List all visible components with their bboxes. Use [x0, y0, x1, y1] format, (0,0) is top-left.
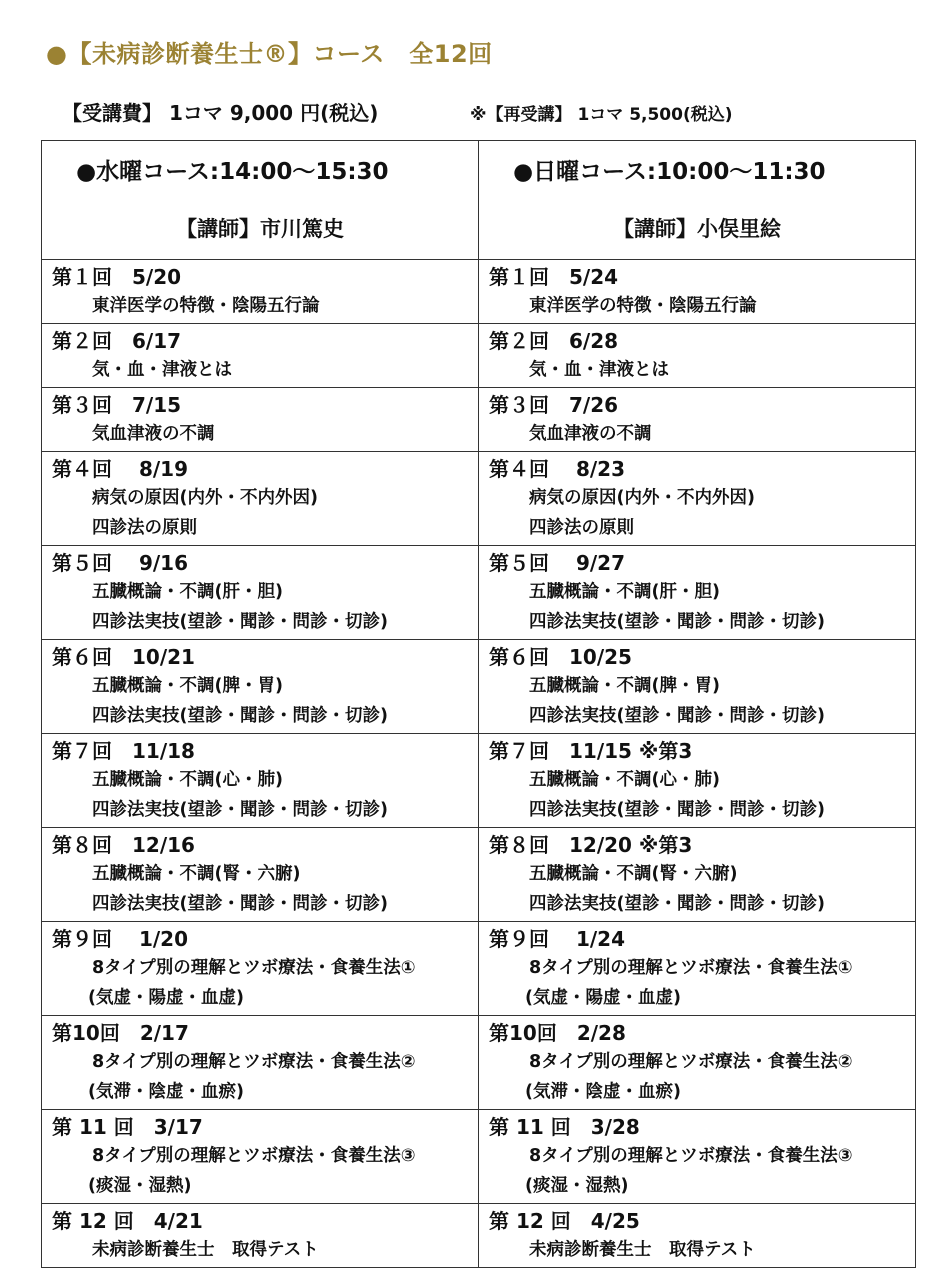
table-row	[42, 1204, 916, 1268]
sunday-session-cell	[479, 734, 916, 828]
session-topic: (気虚・陽虚・血虚)	[88, 988, 244, 1008]
sunday-session-cell	[479, 452, 916, 546]
sunday-session-cell	[479, 640, 916, 734]
wednesday-session-cell	[42, 260, 479, 324]
session-date: 第 11 回 3/17	[52, 1115, 203, 1139]
session-topic: 四診法実技(望診・聞診・問診・切診)	[529, 894, 825, 914]
session-topic: 五臓概論・不調(心・肺)	[92, 770, 283, 790]
session-topic: 8タイプ別の理解とツボ療法・食養生法③	[529, 1146, 853, 1166]
session-date: 第３回 7/15	[52, 393, 182, 417]
table-row	[42, 734, 916, 828]
session-topic: 8タイプ別の理解とツボ療法・食養生法②	[529, 1052, 853, 1072]
session-topic: 未病診断養生士 取得テスト	[92, 1240, 319, 1260]
wednesday-session-cell	[42, 828, 479, 922]
session-topic: (痰湿・湿熱)	[525, 1176, 629, 1196]
teacher-name: 【講師】小俣里絵	[613, 217, 781, 241]
session-date: 第９回 1/20	[52, 927, 189, 951]
session-date: 第８回 12/20 ※第3	[489, 833, 693, 857]
table-row	[42, 546, 916, 640]
sunday-session-cell	[479, 828, 916, 922]
session-date: 第３回 7/26	[489, 393, 619, 417]
session-date: 第２回 6/17	[52, 329, 182, 353]
session-topic: 気血津液の不調	[92, 424, 215, 444]
table-row	[42, 1110, 916, 1204]
session-date: 第６回 10/21	[52, 645, 195, 669]
session-date: 第６回 10/25	[489, 645, 632, 669]
session-topic: 五臓概論・不調(心・肺)	[529, 770, 720, 790]
table-row	[42, 922, 916, 1016]
session-topic: 五臓概論・不調(脾・胃)	[529, 676, 720, 696]
session-date: 第４回 8/23	[489, 457, 626, 481]
sunday-session-cell	[479, 388, 916, 452]
wednesday-session-cell	[42, 922, 479, 1016]
session-topic: 四診法の原則	[92, 518, 197, 538]
table-row	[42, 452, 916, 546]
session-date: 第２回 6/28	[489, 329, 619, 353]
fee-text: 【受講費】 1コマ 9,000 円(税込)	[62, 101, 379, 125]
sunday-session-cell	[479, 1204, 916, 1268]
teacher-name: 【講師】市川篤史	[176, 217, 344, 241]
wednesday-session-cell	[42, 1016, 479, 1110]
session-date: 第９回 1/24	[489, 927, 626, 951]
session-topic: 五臓概論・不調(肝・胆)	[529, 582, 720, 602]
session-topic: 四診法実技(望診・聞診・問診・切診)	[92, 894, 388, 914]
wednesday-session-cell	[42, 1110, 479, 1204]
sunday-session-cell	[479, 922, 916, 1016]
sunday-session-cell	[479, 1016, 916, 1110]
session-topic: 気血津液の不調	[529, 424, 652, 444]
session-date: 第 12 回 4/21	[52, 1209, 203, 1233]
session-topic: 五臓概論・不調(腎・六腑)	[529, 864, 738, 884]
sunday-session-cell	[479, 546, 916, 640]
sunday-session-cell	[479, 1110, 916, 1204]
wednesday-session-cell	[42, 640, 479, 734]
session-topic: 四診法実技(望診・聞診・問診・切診)	[529, 706, 825, 726]
session-topic: 東洋医学の特徴・陰陽五行論	[529, 296, 757, 316]
session-date: 第７回 11/15 ※第3	[489, 739, 693, 763]
session-topic: 気・血・津液とは	[92, 360, 232, 380]
page-title: ●【未病診断養生士®】コース 全12回	[46, 40, 493, 68]
session-topic: 病気の原因(内外・不内外因)	[529, 488, 755, 508]
session-topic: 四診法実技(望診・聞診・問診・切診)	[92, 706, 388, 726]
session-date: 第５回 9/27	[489, 551, 626, 575]
session-date: 第８回 12/16	[52, 833, 195, 857]
session-topic: (気虚・陽虚・血虚)	[525, 988, 681, 1008]
session-date: 第１回 5/20	[52, 265, 182, 289]
session-date: 第７回 11/18	[52, 739, 195, 763]
course-name: ●日曜コース:10:00～11:30	[513, 159, 826, 185]
session-date: 第 11 回 3/28	[489, 1115, 640, 1139]
sunday-course-header	[479, 141, 916, 260]
session-topic: 四診法実技(望診・聞診・問診・切診)	[529, 612, 825, 632]
session-topic: 8タイプ別の理解とツボ療法・食養生法①	[92, 958, 416, 978]
table-row	[42, 388, 916, 452]
wednesday-course-header	[42, 141, 479, 260]
session-topic: 四診法実技(望診・聞診・問診・切診)	[92, 800, 388, 820]
session-topic: 五臓概論・不調(腎・六腑)	[92, 864, 301, 884]
session-date: 第10回 2/17	[52, 1021, 189, 1045]
wednesday-session-cell	[42, 734, 479, 828]
course-header-row	[42, 141, 916, 260]
session-topic: 四診法実技(望診・聞診・問診・切診)	[529, 800, 825, 820]
session-date: 第10回 2/28	[489, 1021, 626, 1045]
session-topic: 四診法の原則	[529, 518, 634, 538]
session-topic: (気滞・陰虚・血瘀)	[525, 1082, 681, 1102]
sunday-session-cell	[479, 260, 916, 324]
session-topic: 8タイプ別の理解とツボ療法・食養生法①	[529, 958, 853, 978]
session-topic: 病気の原因(内外・不内外因)	[92, 488, 318, 508]
refee-text: ※【再受講】 1コマ 5,500(税込)	[470, 105, 733, 125]
schedule-table	[41, 140, 916, 1268]
table-row	[42, 828, 916, 922]
session-topic: (痰湿・湿熱)	[88, 1176, 192, 1196]
wednesday-session-cell	[42, 452, 479, 546]
wednesday-session-cell	[42, 1204, 479, 1268]
session-topic: 五臓概論・不調(肝・胆)	[92, 582, 283, 602]
sunday-session-cell	[479, 324, 916, 388]
table-row	[42, 1016, 916, 1110]
session-topic: 五臓概論・不調(脾・胃)	[92, 676, 283, 696]
session-topic: 未病診断養生士 取得テスト	[529, 1240, 756, 1260]
session-topic: 8タイプ別の理解とツボ療法・食養生法③	[92, 1146, 416, 1166]
wednesday-session-cell	[42, 546, 479, 640]
session-date: 第１回 5/24	[489, 265, 619, 289]
session-topic: 四診法実技(望診・聞診・問診・切診)	[92, 612, 388, 632]
session-topic: 8タイプ別の理解とツボ療法・食養生法②	[92, 1052, 416, 1072]
course-name: ●水曜コース:14:00～15:30	[76, 159, 389, 185]
table-row	[42, 260, 916, 324]
session-topic: 東洋医学の特徴・陰陽五行論	[92, 296, 320, 316]
wednesday-session-cell	[42, 324, 479, 388]
wednesday-session-cell	[42, 388, 479, 452]
session-topic: 気・血・津液とは	[529, 360, 669, 380]
session-date: 第 12 回 4/25	[489, 1209, 640, 1233]
session-date: 第５回 9/16	[52, 551, 189, 575]
session-date: 第４回 8/19	[52, 457, 189, 481]
table-row	[42, 324, 916, 388]
table-row	[42, 640, 916, 734]
session-topic: (気滞・陰虚・血瘀)	[88, 1082, 244, 1102]
